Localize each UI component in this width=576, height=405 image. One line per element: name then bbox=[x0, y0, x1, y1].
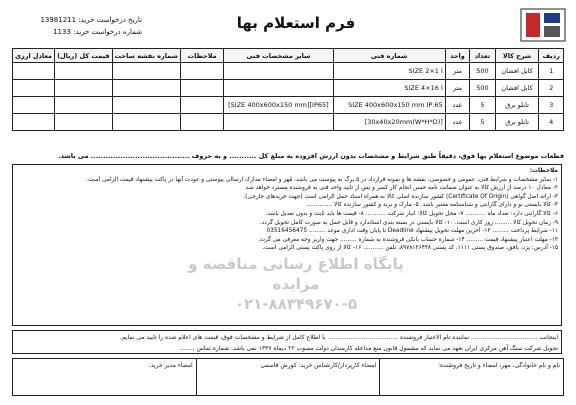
note-line: ۱- سایر مشخصات و شرایط فنی، عمومی و خصوصی، نقشه ها و نمونه قرارداد در ۵ برگ به پیوست می باشد. مُهر و امضاء مدارک ارسالی پیوستی و عودت آنها در پاکت پیشنهاد قیمت الزامی است. bbox=[86, 176, 558, 183]
request-date: 13981211 bbox=[40, 16, 77, 24]
expert-signature-box: امضاء کارپرداز/کارشناس خرید: کورش قاسمی bbox=[196, 359, 380, 395]
item-remarks bbox=[180, 80, 223, 97]
item-tech-number: [30x40x20mm(W*H*D)] bbox=[333, 114, 445, 131]
items-table bbox=[12, 48, 564, 131]
row-number: 4 bbox=[539, 114, 564, 131]
item-total-price bbox=[55, 114, 113, 131]
confirmation-line: تحویل شرکت سنگ آهن مرکزی ایران تعهد می نماید که مشمول قانون منع مداخله کارمندان دولت مصوب ۲۲ دیماه ۱۳۳۷ نمی باشد. شماره تماس ........ bbox=[179, 345, 558, 352]
column-header: ردیف bbox=[539, 49, 564, 63]
inquiry-form-page bbox=[6, 4, 570, 400]
column-header: شماره فنی bbox=[333, 49, 445, 63]
watermark-line: پایگاه اطلاع رسانی مناقصه و مزایده bbox=[188, 255, 404, 293]
table-row bbox=[13, 80, 564, 97]
item-description: تابلو برق bbox=[495, 114, 539, 131]
signature-row bbox=[12, 358, 564, 396]
item-quantity: 500 bbox=[470, 63, 496, 80]
column-header: تعداد bbox=[470, 49, 496, 63]
item-description: تابلو برق bbox=[495, 97, 539, 114]
row-number: 3 bbox=[539, 97, 564, 114]
table-header-row bbox=[13, 49, 564, 63]
item-other-specs bbox=[224, 63, 333, 80]
item-unit: عدد bbox=[445, 97, 469, 114]
item-tech-number: SIZE 400x600x150 mm IP:65 bbox=[333, 97, 445, 114]
item-drawing-number bbox=[112, 63, 180, 80]
request-number: 1133 bbox=[53, 28, 71, 36]
column-header: قیمت کل (ریال) bbox=[55, 49, 113, 63]
column-header: شرح کالا bbox=[495, 49, 539, 63]
item-remarks bbox=[180, 97, 223, 114]
item-total-price bbox=[55, 97, 113, 114]
item-other-specs bbox=[224, 114, 333, 131]
item-fx-equivalent bbox=[13, 80, 55, 97]
watermark bbox=[166, 254, 426, 314]
item-unit: متر bbox=[445, 63, 469, 80]
seller-confirmation bbox=[12, 330, 562, 354]
company-logo bbox=[520, 8, 566, 42]
request-date-label: تاریخ درخواست خرید: bbox=[78, 16, 142, 24]
column-header: واحد bbox=[445, 49, 469, 63]
note-line: ۲- معادل ۱۰ درصد از ارزش کالا به عنوان ضمانت نامه حسن انجام کار کسر و پس از تایید واحد فنی به فروشنده مسترد خواهد شد. bbox=[244, 185, 558, 192]
item-fx-equivalent bbox=[13, 97, 55, 114]
table-row bbox=[13, 114, 564, 131]
item-other-specs: [SIZE 400x600x150 mm][IP65] bbox=[224, 97, 333, 114]
item-description: کابل افشان bbox=[495, 80, 539, 97]
item-quantity: 500 bbox=[470, 80, 496, 97]
item-total-price bbox=[55, 80, 113, 97]
item-fx-equivalent bbox=[13, 114, 55, 131]
note-line: ۳- ارائه اصل گواهی (Certificate Of Origin) کشور سازنده اصلی کالا به همراه اسناد حمل الزامی است (جهت خریدهای خارجی). bbox=[243, 193, 558, 200]
note-line: ۹- زمان تحویل کالا ......... روز کاری است. ۱۰- کالا بایستی در بسته بندی استاندارد و قابل حمل به صورت کامل تحویل گردد. bbox=[259, 219, 558, 226]
item-unit: عدد bbox=[445, 114, 469, 131]
item-remarks bbox=[180, 114, 223, 131]
request-info bbox=[12, 14, 142, 38]
table-row bbox=[13, 97, 564, 114]
item-quantity: 5 bbox=[470, 97, 496, 114]
column-header: معادل ارزی bbox=[13, 49, 55, 63]
note-line: ۴- کالا بایستی نو و دارای گارانتی و شناسنامه معتبر باشد. ۵- مارک و برند و کشور سازنده کالا .............. bbox=[306, 202, 558, 209]
confirmation-line: اینجانب ................................... نماینده تام الاختیار فروشنده ..................................... با اطلاع کامل از شرایط و مشخصات فوق، قیمت های اعلام شده را تایید می نمایم. bbox=[119, 334, 558, 341]
column-header: ملاحظات bbox=[180, 49, 223, 63]
item-remarks bbox=[180, 63, 223, 80]
manager-signature-box: امضاء مدیر خرید: bbox=[148, 362, 193, 369]
table-row bbox=[13, 63, 564, 80]
item-tech-number: SIZE 4×16 ا bbox=[333, 80, 445, 97]
item-unit: متر bbox=[445, 80, 469, 97]
note-line: ۱۵- آدرس: یزد، بافق، صندوق پستی ۱۱۱۱، کد پستی ۸۹۷۸۱۲۶۴۳۸، تلفن ........... ۱۶- کالا از روی پاکت پستی الزامی است. bbox=[262, 245, 558, 252]
item-drawing-number bbox=[112, 80, 180, 97]
watermark-line: ۰۲۱-۸۸۳۴۹۶۷۰-۵ bbox=[234, 295, 358, 313]
item-fx-equivalent bbox=[13, 63, 55, 80]
row-number: 2 bbox=[539, 80, 564, 97]
item-other-specs bbox=[224, 80, 333, 97]
item-tech-number: SIZE 2×1 ا bbox=[333, 63, 445, 80]
note-line: ۶- کالا گارانتی دارد: تعداد ماه ........... ۷- محل تحویل کالا: انبار شرکت ........... ۸- قیمت ها باید ثابت و بدون تعدیل باشد. bbox=[265, 210, 558, 217]
note-line: ۱۳- مهلت اعتبار پیشنهاد قیمت ......... ۱۴- شماره حساب بانکی فروشنده به شماره ......... جهت واریز وجه معرفی می گردد. bbox=[257, 236, 558, 243]
row-number: 1 bbox=[539, 63, 564, 80]
item-description: کابل افشان bbox=[495, 63, 539, 80]
seller-signature-box: نام و نام خانوادگی، مهر، امضاء و تاریخ فروشنده: bbox=[379, 359, 563, 395]
item-drawing-number bbox=[112, 97, 180, 114]
item-total-price bbox=[55, 63, 113, 80]
item-drawing-number bbox=[112, 114, 180, 131]
notes-heading: ملاحظات: bbox=[529, 168, 558, 174]
item-quantity: 5 bbox=[470, 114, 496, 131]
request-number-label: شماره درخواست خرید: bbox=[73, 28, 142, 36]
note-line: ۱۱- شرایط پرداخت ......... ۱۲- آخرین مهلت تحویل پیشنهاد Deadline تا پایان وقت اداری موعد ......... 03516456475 bbox=[266, 228, 558, 235]
form-title: فرم استعلام بها bbox=[236, 14, 356, 32]
column-header: شماره نقشه ساخت bbox=[112, 49, 180, 63]
column-header: سایر مشخصات فنی bbox=[224, 49, 333, 63]
total-price-statement: قطعات موضوع استعلام بها فوق، دقیقاً طبق شرایط و مشخصات بدون ارزش افزوده به مبلغ کل ........... و به حروف ........................................ می باشد. bbox=[58, 152, 564, 160]
